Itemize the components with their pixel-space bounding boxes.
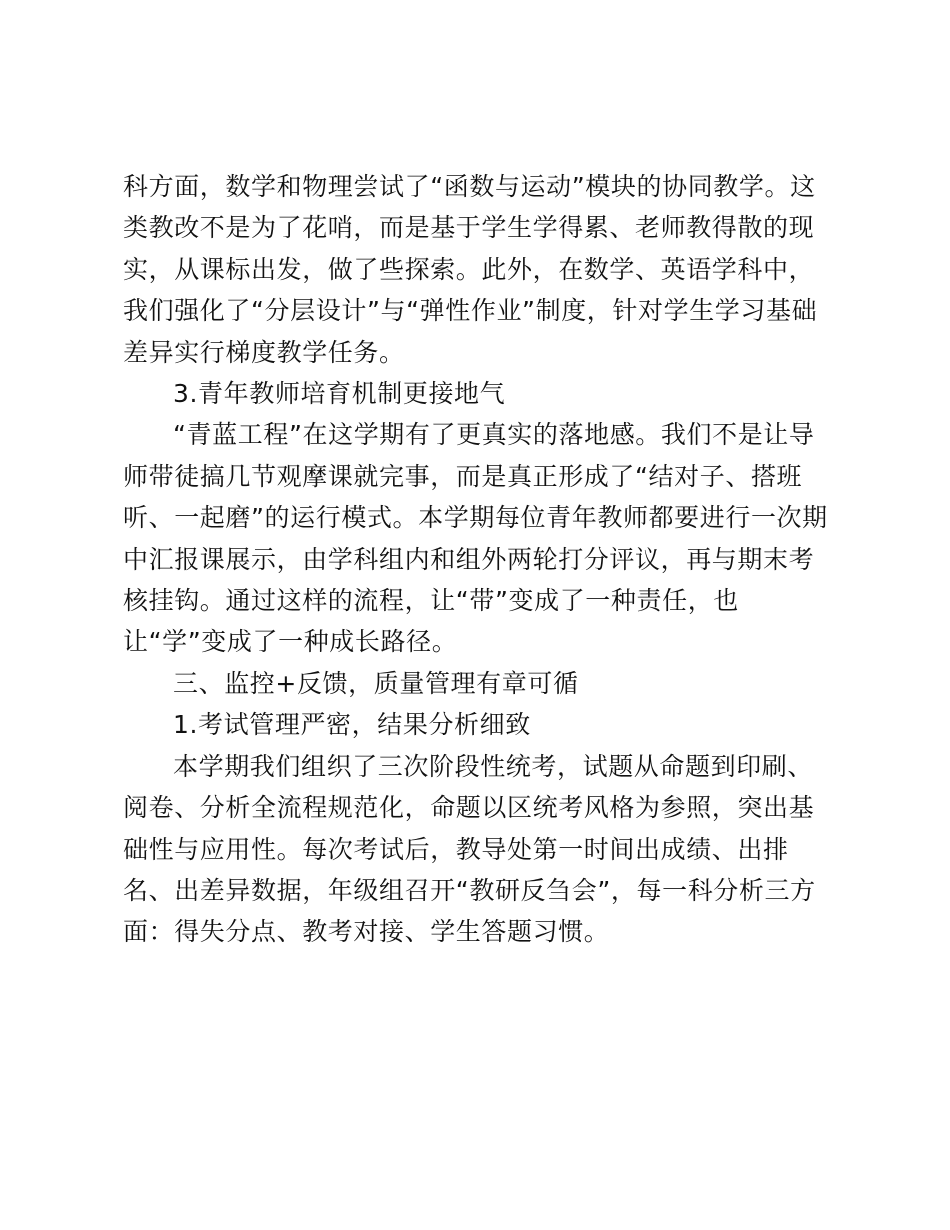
paragraph-qinglan: “青蓝工程”在这学期有了更真实的落地感。我们不是让导师带徒搞几节观摩课就完事，而是真正形成了“结对子、搭班听、一起磨”的运行模式。本学期每位青年教师都要进行一次期中汇报课展示，由学科组内和组外两轮打分评议，再与期末考核挂钩。通过这样的流程，让“带”变成了一种责任，也让“学”变成了一种成长路径。 bbox=[123, 420, 828, 657]
heading-section-three: 三、监控+反馈，质量管理有章可循 bbox=[173, 668, 579, 698]
paragraph-exams: 本学期我们组织了三次阶段性统考，试题从命题到印刷、阅卷、分析全流程规范化，命题以区统考风格为参照，突出基础性与应用性。每次考试后，教导处第一时间出成绩、出排名、出差异数据，年级组召开“教研反刍会”，每一科分析三方面：得失分点、教考对接、学生答题习惯。 bbox=[123, 751, 816, 947]
paragraph-continued: 科方面，数学和物理尝试了“函数与运动”模块的协同教学。这类教改不是为了花哨，而是基于学生学得累、老师教得散的现实，从课标出发，做了些探索。此外，在数学、英语学科中，我们强化了“分层设计”与“弹性作业”制度，针对学生学习基础差异实行梯度教学任务。 bbox=[123, 172, 818, 367]
document-body bbox=[123, 166, 835, 953]
heading-exam-management: 1.考试管理严密，结果分析细致 bbox=[173, 710, 531, 740]
heading-youth-teachers: 3.青年教师培育机制更接地气 bbox=[173, 379, 506, 409]
